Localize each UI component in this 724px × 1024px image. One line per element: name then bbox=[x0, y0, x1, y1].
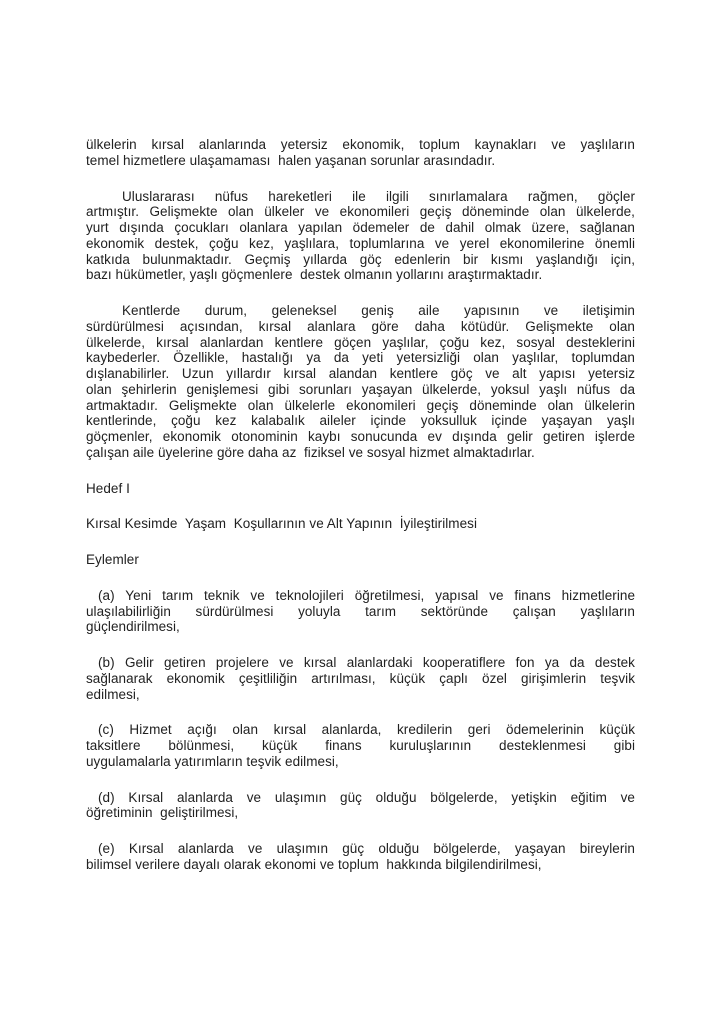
text-line: edilmesi, bbox=[86, 686, 140, 702]
text-line: göçmenler, ekonomik otonominin kaybı sonucunda ev dışında gelir getiren işlerde bbox=[86, 429, 635, 444]
text-line: bilimsel verilere dayalı olarak ekonomi ve toplum hakkında bilgilendirilmesi, bbox=[86, 856, 542, 872]
text-line: artmıştır. Gelişmekte olan ülkeler ve ekonomileri geçiş döneminde olan ülkelerde, bbox=[86, 204, 635, 220]
text-line: temel hizmetlere ulaşamaması halen yaşanan sorunlar arasındadır. bbox=[86, 152, 496, 168]
text-line: kaybederler. Özellikle, hastalığı ya da yeti yetersizliği olan yaşlılar, toplumdan bbox=[86, 350, 635, 366]
text-line: (c) Hizmet açığı olan kırsal alanlarda, kredilerin geri ödemelerinin küçük bbox=[98, 722, 635, 738]
paragraph bbox=[86, 189, 635, 284]
heading bbox=[86, 516, 635, 532]
text-line: ülkelerde, kırsal alanlardan kentlere göçen yaşlılar, çoğu kez, sosyal desteklerini bbox=[86, 334, 635, 350]
text-line: sürdürülmesi açısından, kırsal alanlara göre daha kötüdür. Gelişmekte olan bbox=[86, 318, 635, 334]
text-line: Kentlerde durum, geleneksel geniş aile yapısının ve iletişimin bbox=[122, 303, 635, 318]
text-line: sağlanarak ekonomik çeşitliliğin artırılması, küçük çaplı özel girişimlerin teşvik bbox=[86, 670, 635, 686]
text-line: (b) Gelir getiren projelere ve kırsal alanlardaki kooperatiflere fon ya da destek bbox=[98, 655, 635, 670]
text-line: kentlerinde, çoğu kez kalabalık aileler içinde yoksulluk içinde yaşayan yaşlı bbox=[86, 413, 635, 429]
text-line: olan şehirlerin genişlemesi gibi sorunları yaşayan ülkelerde, yoksul yaşlı nüfus da bbox=[86, 381, 635, 397]
document-text bbox=[86, 137, 635, 893]
list-item bbox=[86, 655, 635, 702]
text-line: ekonomik destek, çoğu kez, yaşlılara, toplumlarına ve yerel ekonomilerine önemli bbox=[86, 235, 635, 251]
text-line: Uluslararası nüfus hareketleri ile ilgili sınırlamalara rağmen, göçler bbox=[122, 188, 635, 204]
text-line: katkıda bulunmaktadır. Geçmiş yıllarda göç edenlerin bir kısmı yaşlandığı için, bbox=[86, 251, 635, 267]
text-line: Eylemler bbox=[86, 552, 139, 567]
text-line: çalışan aile üyelerine göre daha az fiziksel ve sosyal hizmet almaktadırlar. bbox=[86, 444, 535, 460]
text-line: güçlendirilmesi, bbox=[86, 619, 180, 635]
text-line: artmaktadır. Gelişmekte olan ülkelerle ekonomileri geçiş döneminde olan ülkelerin bbox=[86, 397, 635, 413]
heading bbox=[86, 552, 635, 568]
text-line: dışlanabilirler. Uzun yıllardır kırsal alandan kentlere göç ve alt yapısı yetersiz bbox=[86, 366, 635, 381]
list-item bbox=[86, 841, 635, 873]
text-line: ülkelerin kırsal alanlarında yetersiz ekonomik, toplum kaynakları ve yaşlıların bbox=[86, 137, 635, 152]
paragraph bbox=[86, 137, 635, 169]
text-line: Kırsal Kesimde Yaşam Koşullarının ve Alt Yapının İyileştirilmesi bbox=[86, 516, 478, 532]
text-line: taksitlere bölünmesi, küçük finans kuruluşlarının desteklenmesi gibi bbox=[86, 738, 635, 753]
paragraph bbox=[86, 303, 635, 461]
text-line: bazı hükümetler, yaşlı göçmenlere destek olmanın yollarını araştırmaktadır. bbox=[86, 267, 543, 283]
heading bbox=[86, 481, 635, 497]
text-line: ulaşılabilirliğin sürdürülmesi yoluyla tarım sektöründe çalışan yaşlıların bbox=[86, 603, 635, 619]
text-line: (a) Yeni tarım teknik ve teknolojileri öğretilmesi, yapısal ve finans hizmetlerine bbox=[98, 587, 635, 603]
list-item bbox=[86, 722, 635, 769]
text-line: yurt dışında çocukları olanlara yapılan ödemeler de dahil olmak üzere, sağlanan bbox=[86, 220, 635, 235]
text-line: (e) Kırsal alanlarda ve ulaşımın güç olduğu bölgelerde, yaşayan bireylerin bbox=[98, 841, 635, 856]
text-line: (d) Kırsal alanlarda ve ulaşımın güç olduğu bölgelerde, yetişkin eğitim ve bbox=[98, 789, 635, 805]
text-line: Hedef I bbox=[86, 480, 130, 496]
text-line: öğretiminin geliştirilmesi, bbox=[86, 805, 239, 821]
list-item bbox=[86, 790, 635, 822]
list-item bbox=[86, 588, 635, 635]
text-line: uygulamalarla yatırımların teşvik edilmesi, bbox=[86, 753, 339, 769]
